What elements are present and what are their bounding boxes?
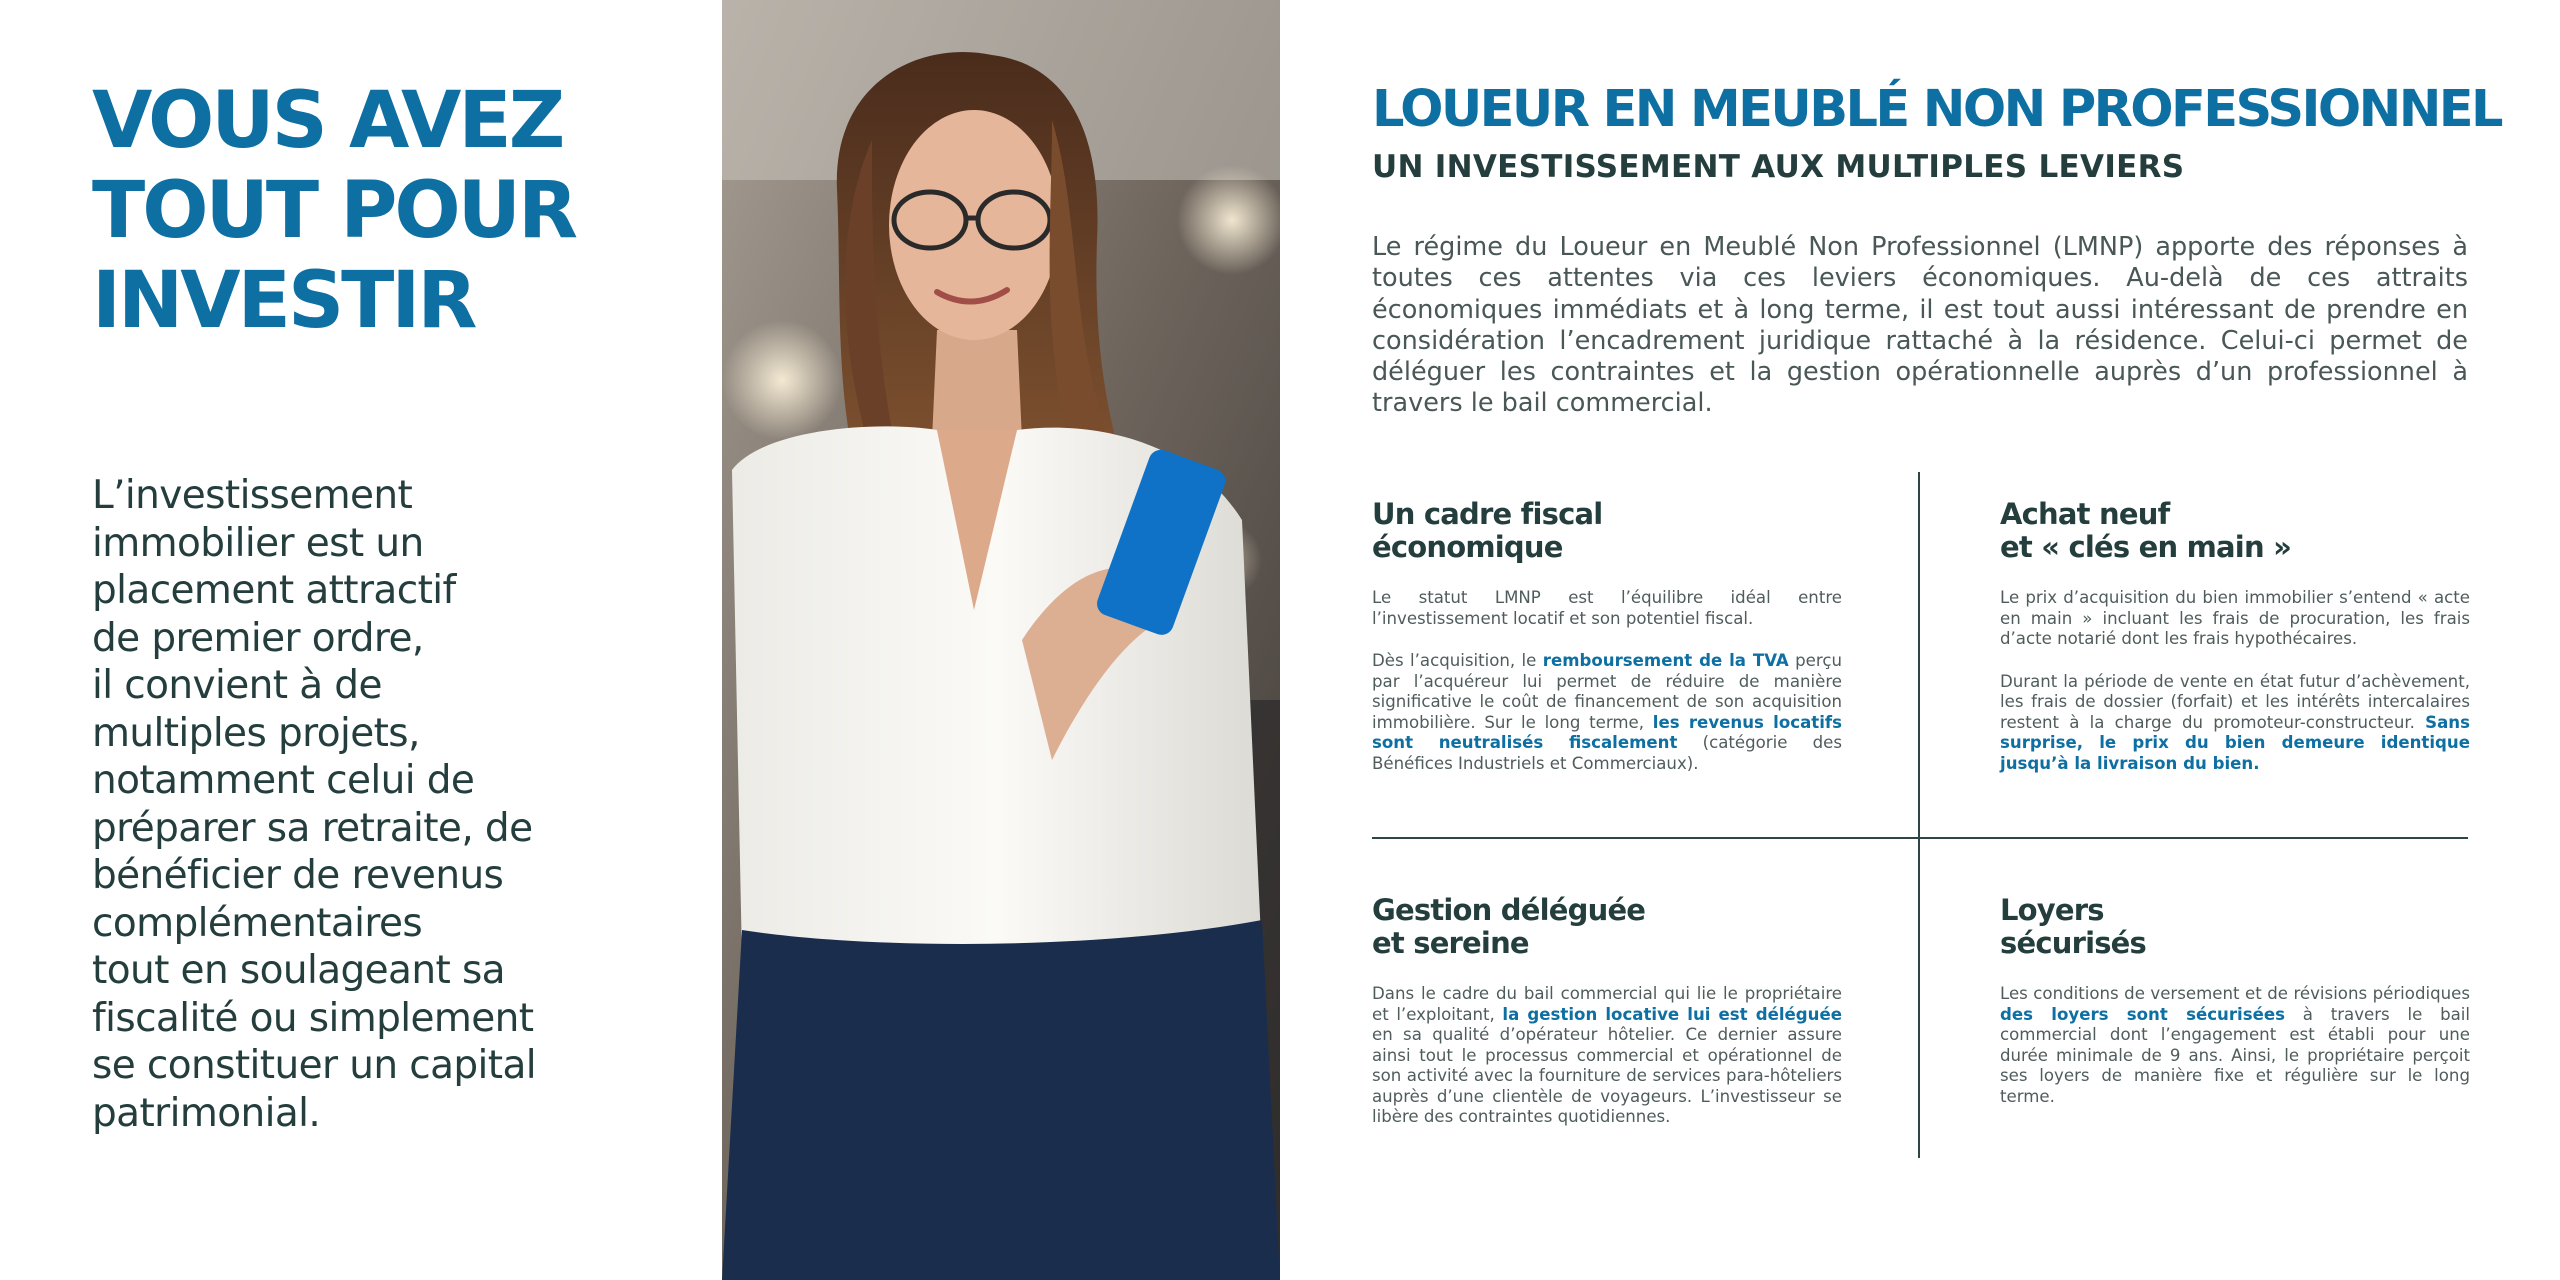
vertical-divider bbox=[1918, 472, 1920, 1158]
block-title bbox=[2000, 498, 2470, 564]
text-run: (catégorie des Bénéfices Industriels et Commerciaux). bbox=[1372, 733, 1842, 773]
block-title-line: sécurisés bbox=[2000, 926, 2146, 960]
intro-line: patrimonial. bbox=[92, 1090, 321, 1136]
block-paragraph bbox=[1372, 984, 1842, 1128]
intro-line: placement attractif bbox=[92, 568, 456, 613]
intro-line: bénéficier de revenus bbox=[92, 853, 504, 898]
block-title-line: Gestion déléguée bbox=[1372, 893, 1646, 927]
intro-line: complémentaires bbox=[92, 900, 423, 946]
block-paragraph bbox=[2000, 984, 2470, 1107]
block-title bbox=[2000, 894, 2470, 960]
intro-text bbox=[92, 472, 672, 1137]
section-subtitle: UN INVESTISSEMENT AUX MULTIPLES LEVIERS bbox=[1372, 149, 2185, 185]
text-run: Dans le cadre du bail commercial qui lie le propriétaire et l’exploitant, bbox=[1372, 984, 1842, 1024]
block-title bbox=[1372, 894, 1842, 960]
block-title-line: Achat neuf bbox=[2000, 497, 2170, 531]
block-paragraph bbox=[1372, 651, 1842, 774]
text-run: Dès l’acquisition, le bbox=[1372, 651, 1543, 670]
block-paragraph: Le statut LMNP est l’équilibre idéal entre l’investissement locatif et son potentiel fiscal. bbox=[1372, 588, 1842, 628]
block-paragraph: Le prix d’acquisition du bien immobilier s’entend « acte en main » incluant les frais de procuration, les frais d’acte notarié dont les frais hypothécaires. bbox=[2000, 588, 2470, 648]
block-title-line: et sereine bbox=[1372, 926, 1529, 960]
lead-paragraph: Le régime du Loueur en Meublé Non Professionnel (LMNP) apporte des réponses à toutes ces attentes via ces leviers économiques. Au-delà de ces attraits économiques immédiats et à long terme, il est tout aussi intéressant de prendre en considération l’encadrement juridique rattaché à la résidence. Celui-ci permet de déléguer les contraintes et la gestion opérationnelle auprès d’un professionnel à travers le bail commercial. bbox=[1372, 232, 2468, 419]
text-run: Durant la période de vente en état futur d’achèvement, les frais de dossier (forfait) et les intérêts intercalaires restent à la charge du promoteur-constructeur. bbox=[2000, 671, 2470, 732]
intro-line: immobilier est un bbox=[92, 520, 424, 566]
intro-line: de premier ordre, bbox=[92, 615, 424, 661]
intro-line: notamment celui de bbox=[92, 758, 475, 803]
woman-with-smartphone-photo bbox=[722, 0, 1280, 1280]
headline-line: VOUS AVEZ bbox=[92, 76, 563, 166]
text-run: Les conditions de versement et de révisions périodiques bbox=[2000, 984, 2470, 1003]
horizontal-divider bbox=[1372, 837, 2468, 839]
block-achat bbox=[2000, 498, 2470, 796]
highlight-text: Sans surprise, le prix du bien demeure identique jusqu’à la livraison du bien. bbox=[2000, 712, 2470, 773]
block-fiscal bbox=[1372, 498, 1842, 796]
intro-line: fiscalité ou simplement bbox=[92, 995, 534, 1041]
intro-line: préparer sa retraite, de bbox=[92, 805, 533, 851]
block-title-line: Loyers bbox=[2000, 893, 2104, 927]
text-run: perçu par l’acquéreur lui permet de réduire de manière significative le coût de financement de son acquisition immobilière. Sur le long terme, bbox=[1372, 651, 1842, 732]
block-title-line: économique bbox=[1372, 530, 1563, 564]
text-run: en sa qualité d’opérateur hôtelier. Ce dernier assure ainsi tout le processus commercial et opérationnel de son activité avec la fourniture de services para-hôteliers auprès d’une clientèle de voyageurs. L’investisseur se libère des contraintes quotidiennes. bbox=[1372, 1025, 1842, 1126]
block-title bbox=[1372, 498, 1842, 564]
headline bbox=[92, 76, 575, 346]
block-gestion bbox=[1372, 894, 1842, 1150]
block-title-line: Un cadre fiscal bbox=[1372, 497, 1603, 531]
block-title-line: et « clés en main » bbox=[2000, 530, 2292, 564]
left-column bbox=[0, 0, 722, 1280]
headline-line: INVESTIR bbox=[92, 256, 475, 346]
intro-line: tout en soulageant sa bbox=[92, 948, 505, 993]
intro-line: multiples projets, bbox=[92, 710, 420, 756]
intro-line: L’investissement bbox=[92, 473, 413, 518]
block-loyers bbox=[2000, 894, 2470, 1129]
highlight-text: les revenus locatifs sont neutralisés fiscalement bbox=[1372, 712, 1842, 752]
highlight-text: remboursement de la TVA bbox=[1542, 651, 1789, 670]
headline-line: TOUT POUR bbox=[92, 166, 576, 256]
intro-line: il convient à de bbox=[92, 663, 382, 708]
highlight-text: des loyers sont sécurisées bbox=[2000, 1004, 2285, 1024]
block-paragraph bbox=[2000, 672, 2470, 775]
text-run: à travers le bail commercial dont l’engagement est établi pour une durée minimale de 9 ans. Ainsi, le propriétaire perçoit ses loyers de manière fixe et régulière sur le long terme. bbox=[2000, 1004, 2470, 1106]
section-title: LOUEUR EN MEUBLÉ NON PROFESSIONNEL bbox=[1372, 80, 2501, 139]
highlight-text: la gestion locative lui est déléguée bbox=[1502, 1004, 1842, 1024]
intro-line: se constituer un capital bbox=[92, 1043, 537, 1088]
